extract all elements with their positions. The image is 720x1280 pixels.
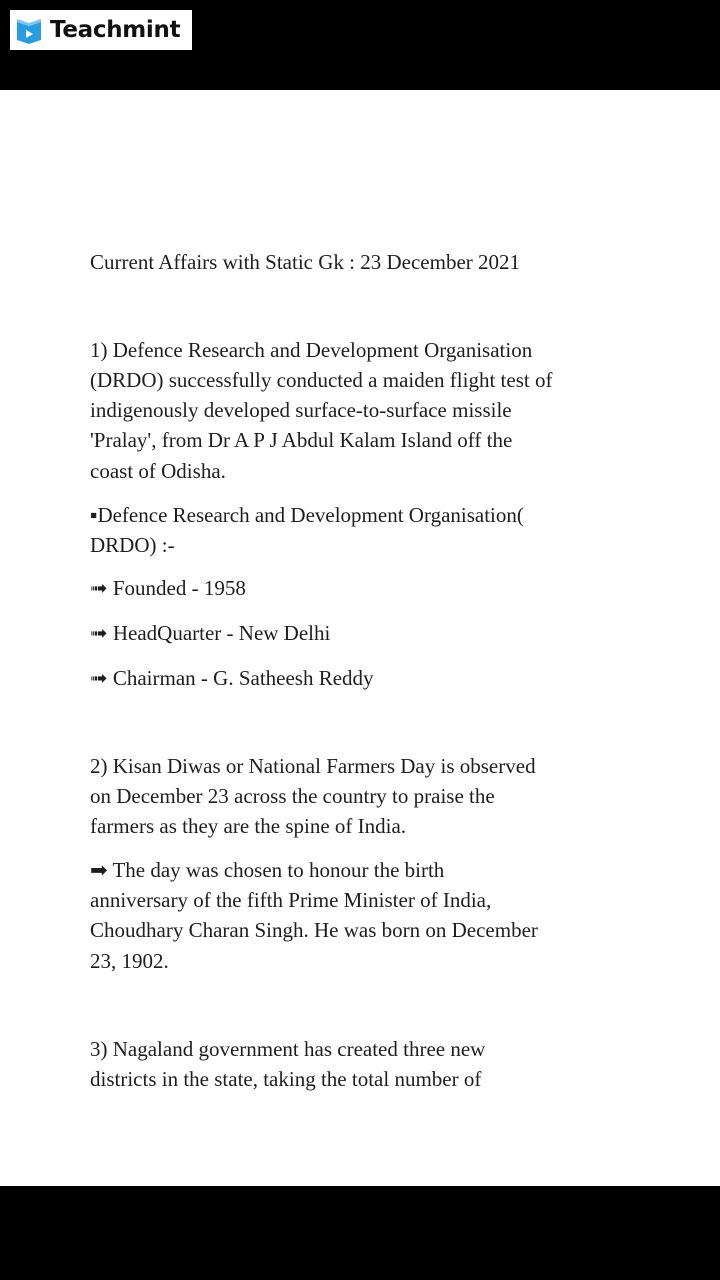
text-line: anniversary of the fifth Prime Minister of India, (90, 888, 492, 912)
text-line: farmers as they are the spine of India. (90, 814, 407, 838)
text-line: districts in the state, taking the total number of (90, 1067, 482, 1091)
text-line: 23, 1902. (90, 949, 169, 973)
text-line: (DRDO) successfully conducted a maiden flight test of (90, 368, 553, 392)
text-line: 3) Nagaland government has created three new (90, 1037, 486, 1061)
brand-name: Teachmint (50, 17, 181, 43)
text-line: 'Pralay', from Dr A P J Abdul Kalam Island off the (90, 428, 513, 452)
bottom-bar (0, 1186, 720, 1280)
text-line: ➡ The day was chosen to honour the birth (90, 858, 445, 882)
text-line: DRDO) :- (90, 533, 175, 557)
teachmint-logo (10, 10, 192, 50)
book-play-icon (14, 15, 44, 45)
top-bar (0, 0, 720, 90)
text-line: Choudhary Charan Singh. He was born on December (90, 918, 538, 942)
bullet-chairman: ➟ Chairman - G. Satheesh Reddy (90, 666, 374, 690)
document-title: Current Affairs with Static Gk : 23 December 2021 (90, 250, 521, 274)
text-line: indigenously developed surface-to-surface missile (90, 398, 512, 422)
bullet-founded: ➟ Founded - 1958 (90, 576, 246, 600)
text-line: on December 23 across the country to praise the (90, 784, 495, 808)
text-line: coast of Odisha. (90, 459, 226, 483)
text-line: ▪Defence Research and Development Organisation( (90, 503, 524, 527)
text-line: 1) Defence Research and Development Organisation (90, 338, 533, 362)
bullet-headquarter: ➟ HeadQuarter - New Delhi (90, 621, 331, 645)
text-line: 2) Kisan Diwas or National Farmers Day is observed (90, 754, 536, 778)
